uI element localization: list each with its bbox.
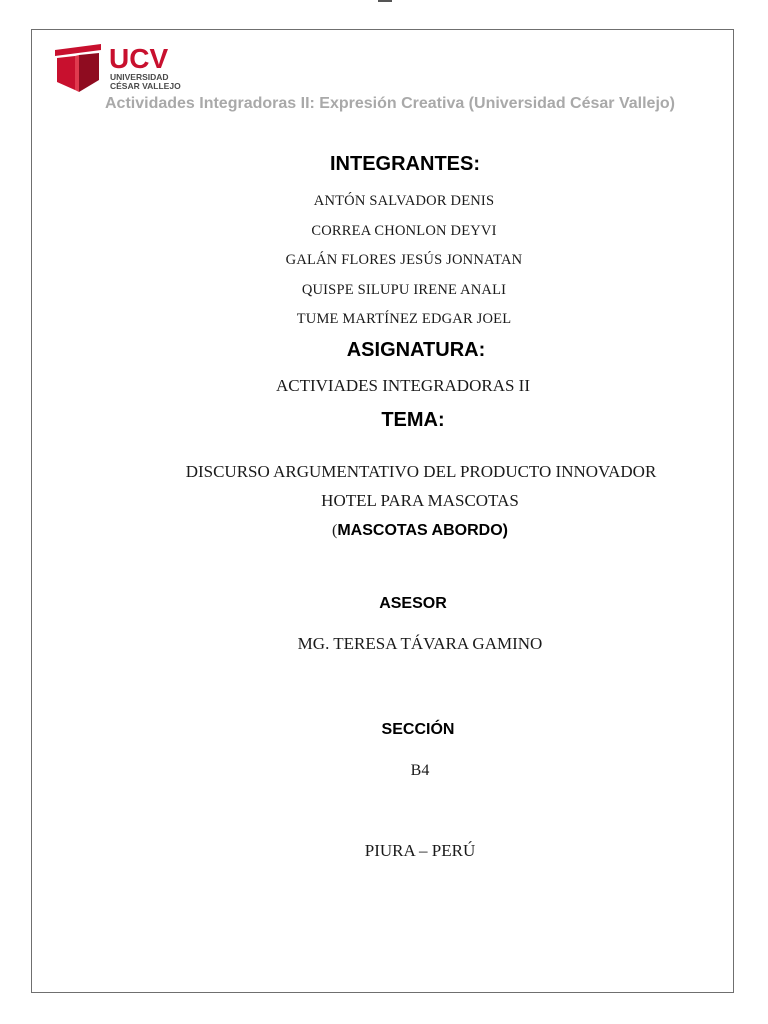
logo-line1: UNIVERSIDAD: [110, 72, 169, 82]
topic-line-3-bold: MASCOTAS ABORDO): [337, 522, 508, 539]
page-top-mark: [378, 0, 392, 2]
subject-heading: ASIGNATURA:: [346, 339, 486, 361]
ucv-logo-icon: [55, 42, 185, 94]
logo-line2: CÉSAR VALLEJO: [110, 81, 181, 91]
topic-line-3: [0, 522, 768, 540]
topic-line-2: HOTEL PARA MASCOTAS: [321, 491, 519, 510]
topic-heading: TEMA:: [381, 409, 445, 431]
section-value: B4: [410, 762, 430, 779]
advisor-heading: ASESOR: [379, 595, 447, 612]
advisor-value: MG. TERESA TÁVARA GAMINO: [297, 634, 543, 653]
member-name: TUME MARTÍNEZ EDGAR JOEL: [296, 311, 512, 328]
member-name: GALÁN FLORES JESÚS JONNATAN: [285, 252, 523, 269]
location: PIURA – PERÚ: [364, 841, 476, 860]
member-name: CORREA CHONLON DEYVI: [311, 222, 497, 239]
subject-value: ACTIVIADES INTEGRADORAS II: [275, 376, 531, 395]
topic-line-1: DISCURSO ARGUMENTATIVO DEL PRODUCTO INNOVADOR: [185, 462, 657, 481]
member-name: ANTÓN SALVADOR DENIS: [313, 193, 495, 209]
ucv-logo: [55, 42, 185, 94]
institution-header: Actividades Integradoras II: Expresión Creativa (Universidad César Vallejo): [105, 95, 675, 112]
section-heading: SECCIÓN: [381, 721, 455, 738]
members-heading: INTEGRANTES:: [330, 153, 480, 175]
topic-line-3-paren: (: [332, 522, 338, 539]
member-name: QUISPE SILUPU IRENE ANALI: [301, 281, 507, 298]
logo-acronym: UCV: [109, 43, 169, 74]
members-list: [0, 191, 768, 339]
